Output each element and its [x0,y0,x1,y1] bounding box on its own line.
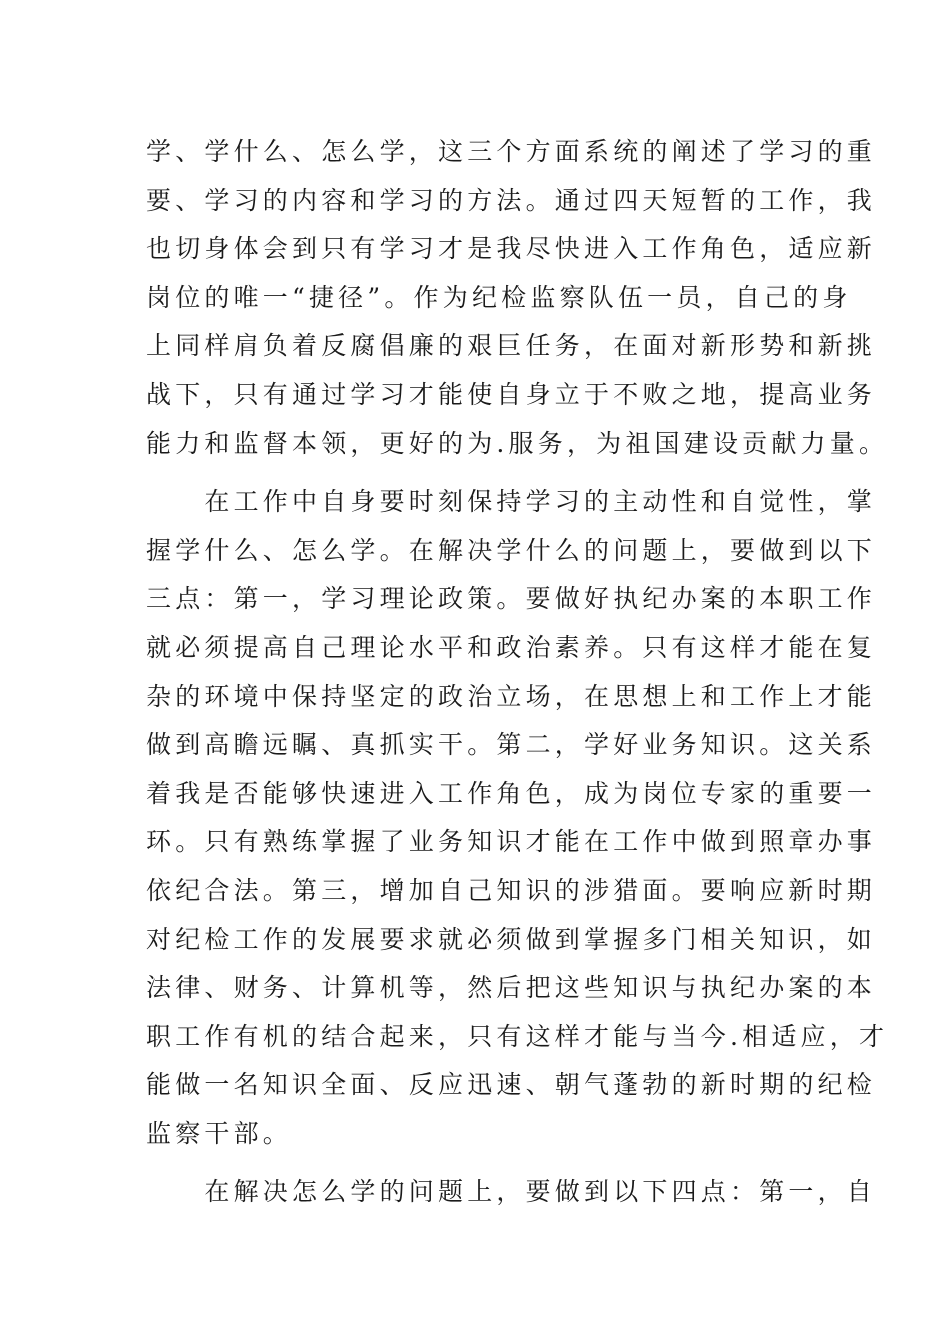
document-body [146,128,889,1217]
text-line: 三点：第一，学习理论政策。要做好执纪办案的本职工作 [146,584,877,614]
text-line: 要、学习的内容和学习的方法。通过四天短暂的工作，我 [146,185,877,215]
text-line: 杂的环境中保持坚定的政治立场，在思想上和工作上才能 [146,681,877,711]
paragraph-3 [146,1168,877,1217]
text-line: 握学什么、怎么学。在解决学什么的问题上，要做到以下 [146,535,877,565]
paragraph-1 [146,128,889,468]
text-line: 能做一名知识全面、反应迅速、朝气蓬勃的新时期的纪检 [146,1070,877,1100]
text-line: 学、学什么、怎么学，这三个方面系统的阐述了学习的重 [146,137,877,166]
paragraph-2 [146,478,889,1158]
text-line: 依纪合法。第三，增加自己知识的涉猎面。要响应新时期 [146,875,877,905]
text-line: 在解决怎么学的问题上，要做到以下四点：第一，自 [146,1177,877,1207]
text-line: 对纪检工作的发展要求就必须做到掌握多门相关知识，如 [146,924,877,954]
text-line: 上同样肩负着反腐倡廉的艰巨任务，在面对新形势和新挑 [146,331,877,361]
text-line: 就必须提高自己理论水平和政治素养。只有这样才能在复 [146,632,877,662]
paragraph-spacing [146,468,810,478]
text-line: 也切身体会到只有学习才是我尽快进入工作角色，适应新 [146,234,877,264]
text-line: 职工作有机的结合起来，只有这样才能与当今.相适应，才 [146,1021,889,1051]
text-line: 战下，只有通过学习才能使自身立于不败之地，提高业务 [146,379,877,409]
text-line: 着我是否能够快速进入工作角色，成为岗位专家的重要一 [146,778,877,808]
paragraph-spacing [146,1158,810,1168]
text-line: 做到高瞻远瞩、真抓实干。第二，学好业务知识。这关系 [146,730,877,760]
text-line: 在工作中自身要时刻保持学习的主动性和自觉性，掌 [146,487,877,517]
text-line: 环。只有熟练掌握了业务知识才能在工作中做到照章办事 [146,827,877,857]
text-line: 监察干部。 [146,1118,293,1148]
text-line: 法律、财务、计算机等，然后把这些知识与执纪办案的本 [146,973,877,1003]
text-line: 岗位的唯一“捷径”。作为纪检监察队伍一员，自己的身 [146,282,852,312]
text-line: 能力和监督本领，更好的为.服务，为祖国建设贡献力量。 [146,428,889,458]
